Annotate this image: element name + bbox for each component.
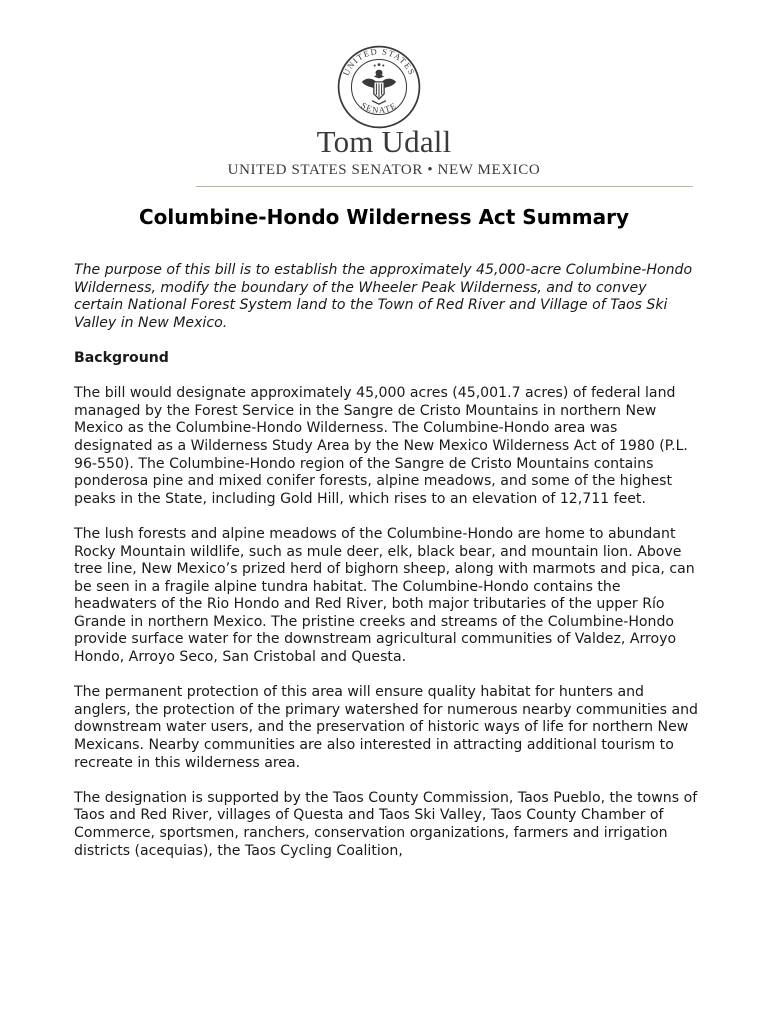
svg-text:UNITED STATES: UNITED STATES — [340, 46, 418, 78]
body-paragraph: The permanent protection of this area will ensure quality habitat for hunters and anglers, the protection of the primary watershed for numerous nearby communities and downstream water users, and the preservation of historic ways of life for northern New Mexicans. Nearby communities are also interested in attracting additional tourism to recreate in this wilderness area. — [74, 684, 698, 771]
svg-text:SENATE: SENATE — [359, 100, 399, 116]
document-body — [74, 262, 698, 878]
body-paragraph: The bill would designate approximately 45,000 acres (45,001.7 acres) of federal land managed by the Forest Service in the Sangre de Cristo Mountains in northern New Mexico as the Columbine-Hondo Wilderness. The Columbine-Hondo area was designated as a Wilderness Study Area by the New Mexico Wilderness Act of 1980 (P.L. 96-550). The Columbine-Hondo region of the Sangre de Cristo Mountains contains ponderosa pine and mixed conifer forests, alpine meadows, and some of the highest peaks in the State, including Gold Hill, which rises to an elevation of 12,711 feet. — [74, 385, 688, 507]
body-paragraph: The designation is supported by the Taos County Commission, Taos Pueblo, the towns of Taos and Red River, villages of Questa and Taos Ski Valley, Taos County Chamber of Commerce, sportsmen, ranchers, conservation organizations, farmers and irrigation districts (acequias), the Taos Cycling Coalition, — [74, 789, 698, 859]
section-heading-background: Background — [74, 349, 169, 366]
purpose-paragraph: The purpose of this bill is to establish the approximately 45,000-acre Columbine-Hondo Wilderness, modify the boundary of the Wheeler Peak Wilderness, and to convey certain National Forest System land to the Town of Red River and Village of Taos Ski Valley in New Mexico. — [74, 262, 693, 331]
letterhead — [0, 0, 768, 192]
document-title: Columbine-Hondo Wilderness Act Summary — [138, 205, 630, 229]
body-paragraph: The lush forests and alpine meadows of the Columbine-Hondo are home to abundant Rocky Mountain wildlife, such as mule deer, elk, black bear, and mountain lion. Above tree line, New Mexico’s prized herd of bighorn sheep, along with marmots and pica, can be seen in a fragile alpine tundra habitat. The Columbine-Hondo contains the headwaters of the Rio Hondo and Red River, both major tributaries of the upper Río Grande in northern Mexico. The pristine creeks and streams of the Columbine-Hondo provide surface water for the downstream agricultural communities of Valdez, Arroyo Hondo, Arroyo Seco, San Cristobal and Questa. — [74, 525, 695, 666]
senator-title: UNITED STATES SENATOR • NEW MEXICO — [227, 162, 541, 178]
senate-seal-icon — [336, 44, 422, 130]
letterhead-divider — [196, 186, 693, 187]
senator-name: Tom Udall — [316, 124, 452, 159]
